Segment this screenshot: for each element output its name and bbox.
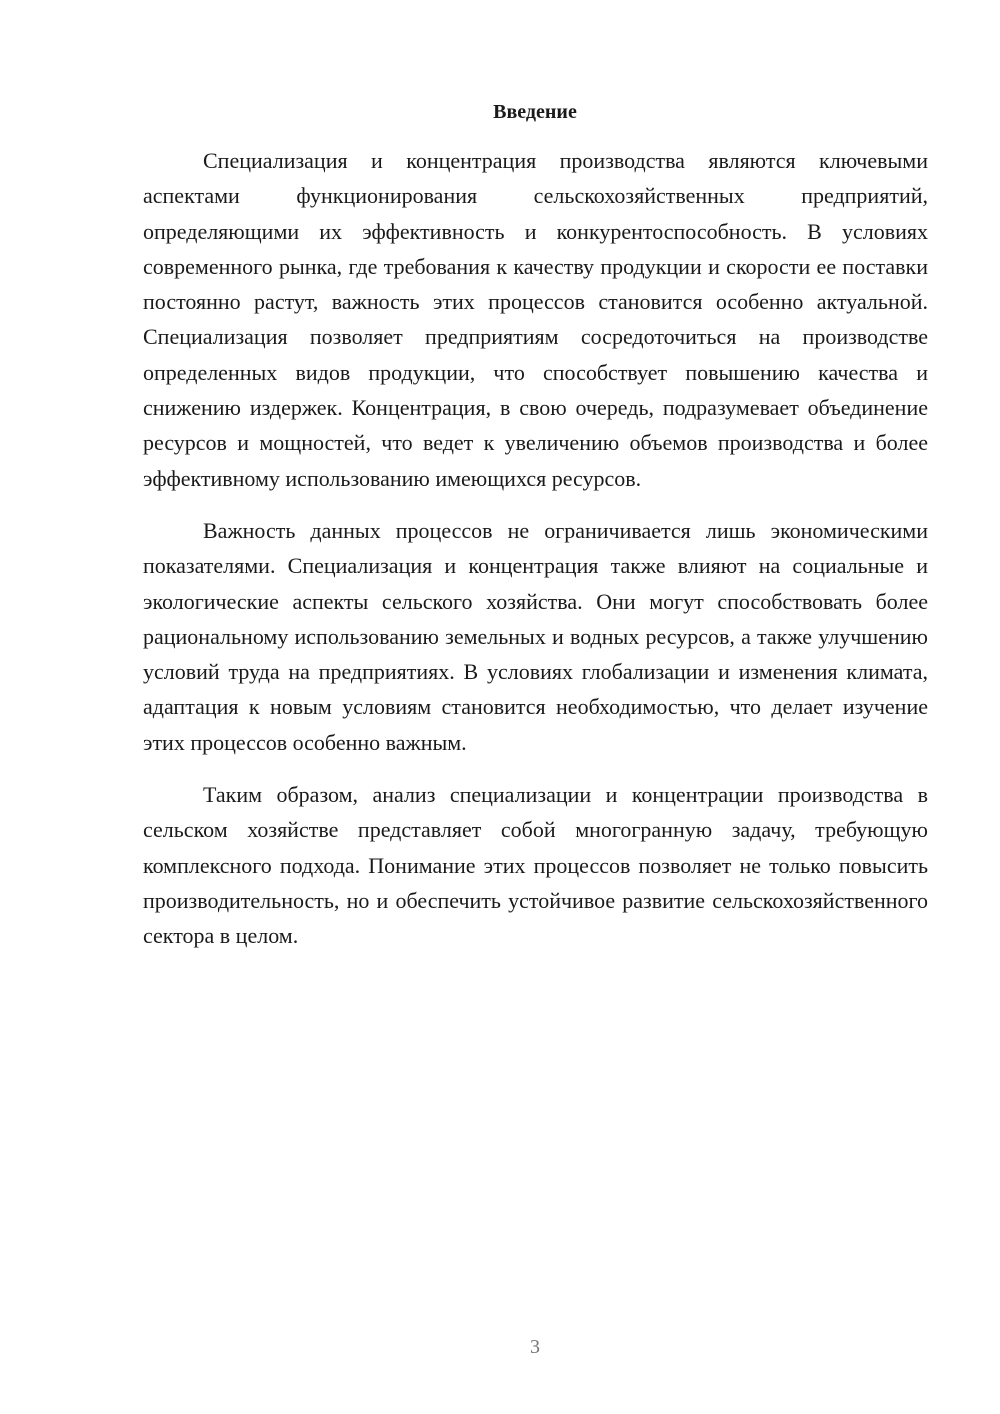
paragraph-2: Важность данных процессов не ограничивается лишь экономическими показателями. Специализация и концентрация также влияют на социальные и экологические аспекты сельского хозяйства. Они могут способствовать более рациональному использованию земельных и водных ресурсов, а также улучшению условий труда на предприятиях. В условиях глобализации и изменения климата, адаптация к новым условиям становится необходимостью, что делает изучение этих процессов особенно важным. xyxy=(143,517,928,755)
page-number: 3 xyxy=(530,1336,540,1358)
paragraph-1: Специализация и концентрация производства являются ключевыми аспектами функционирования сельскохозяйственных предприятий, определяющими их эффективность и конкурентоспособность. В условиях современного рынка, где требования к качеству продукции и скорости ее поставки постоянно растут, важность этих процессов становится особенно актуальной. Специализация позволяет предприятиям сосредоточиться на производстве определенных видов продукции, что способствует повышению качества и снижению издержек. Концентрация, в свою очередь, подразумевает объединение ресурсов и мощностей, что ведет к увеличению объемов производства и более эффективному использованию имеющихся ресурсов. xyxy=(143,148,928,491)
section-title: Введение xyxy=(493,101,577,123)
paragraph-3: Таким образом, анализ специализации и концентрации производства в сельском хозяйстве представляет собой многогранную задачу, требующую комплексного подхода. Понимание этих процессов позволяет не только повысить производительность, но и обеспечить устойчивое развитие сельскохозяйственного сектора в целом. xyxy=(143,782,928,949)
body-text xyxy=(143,143,928,954)
